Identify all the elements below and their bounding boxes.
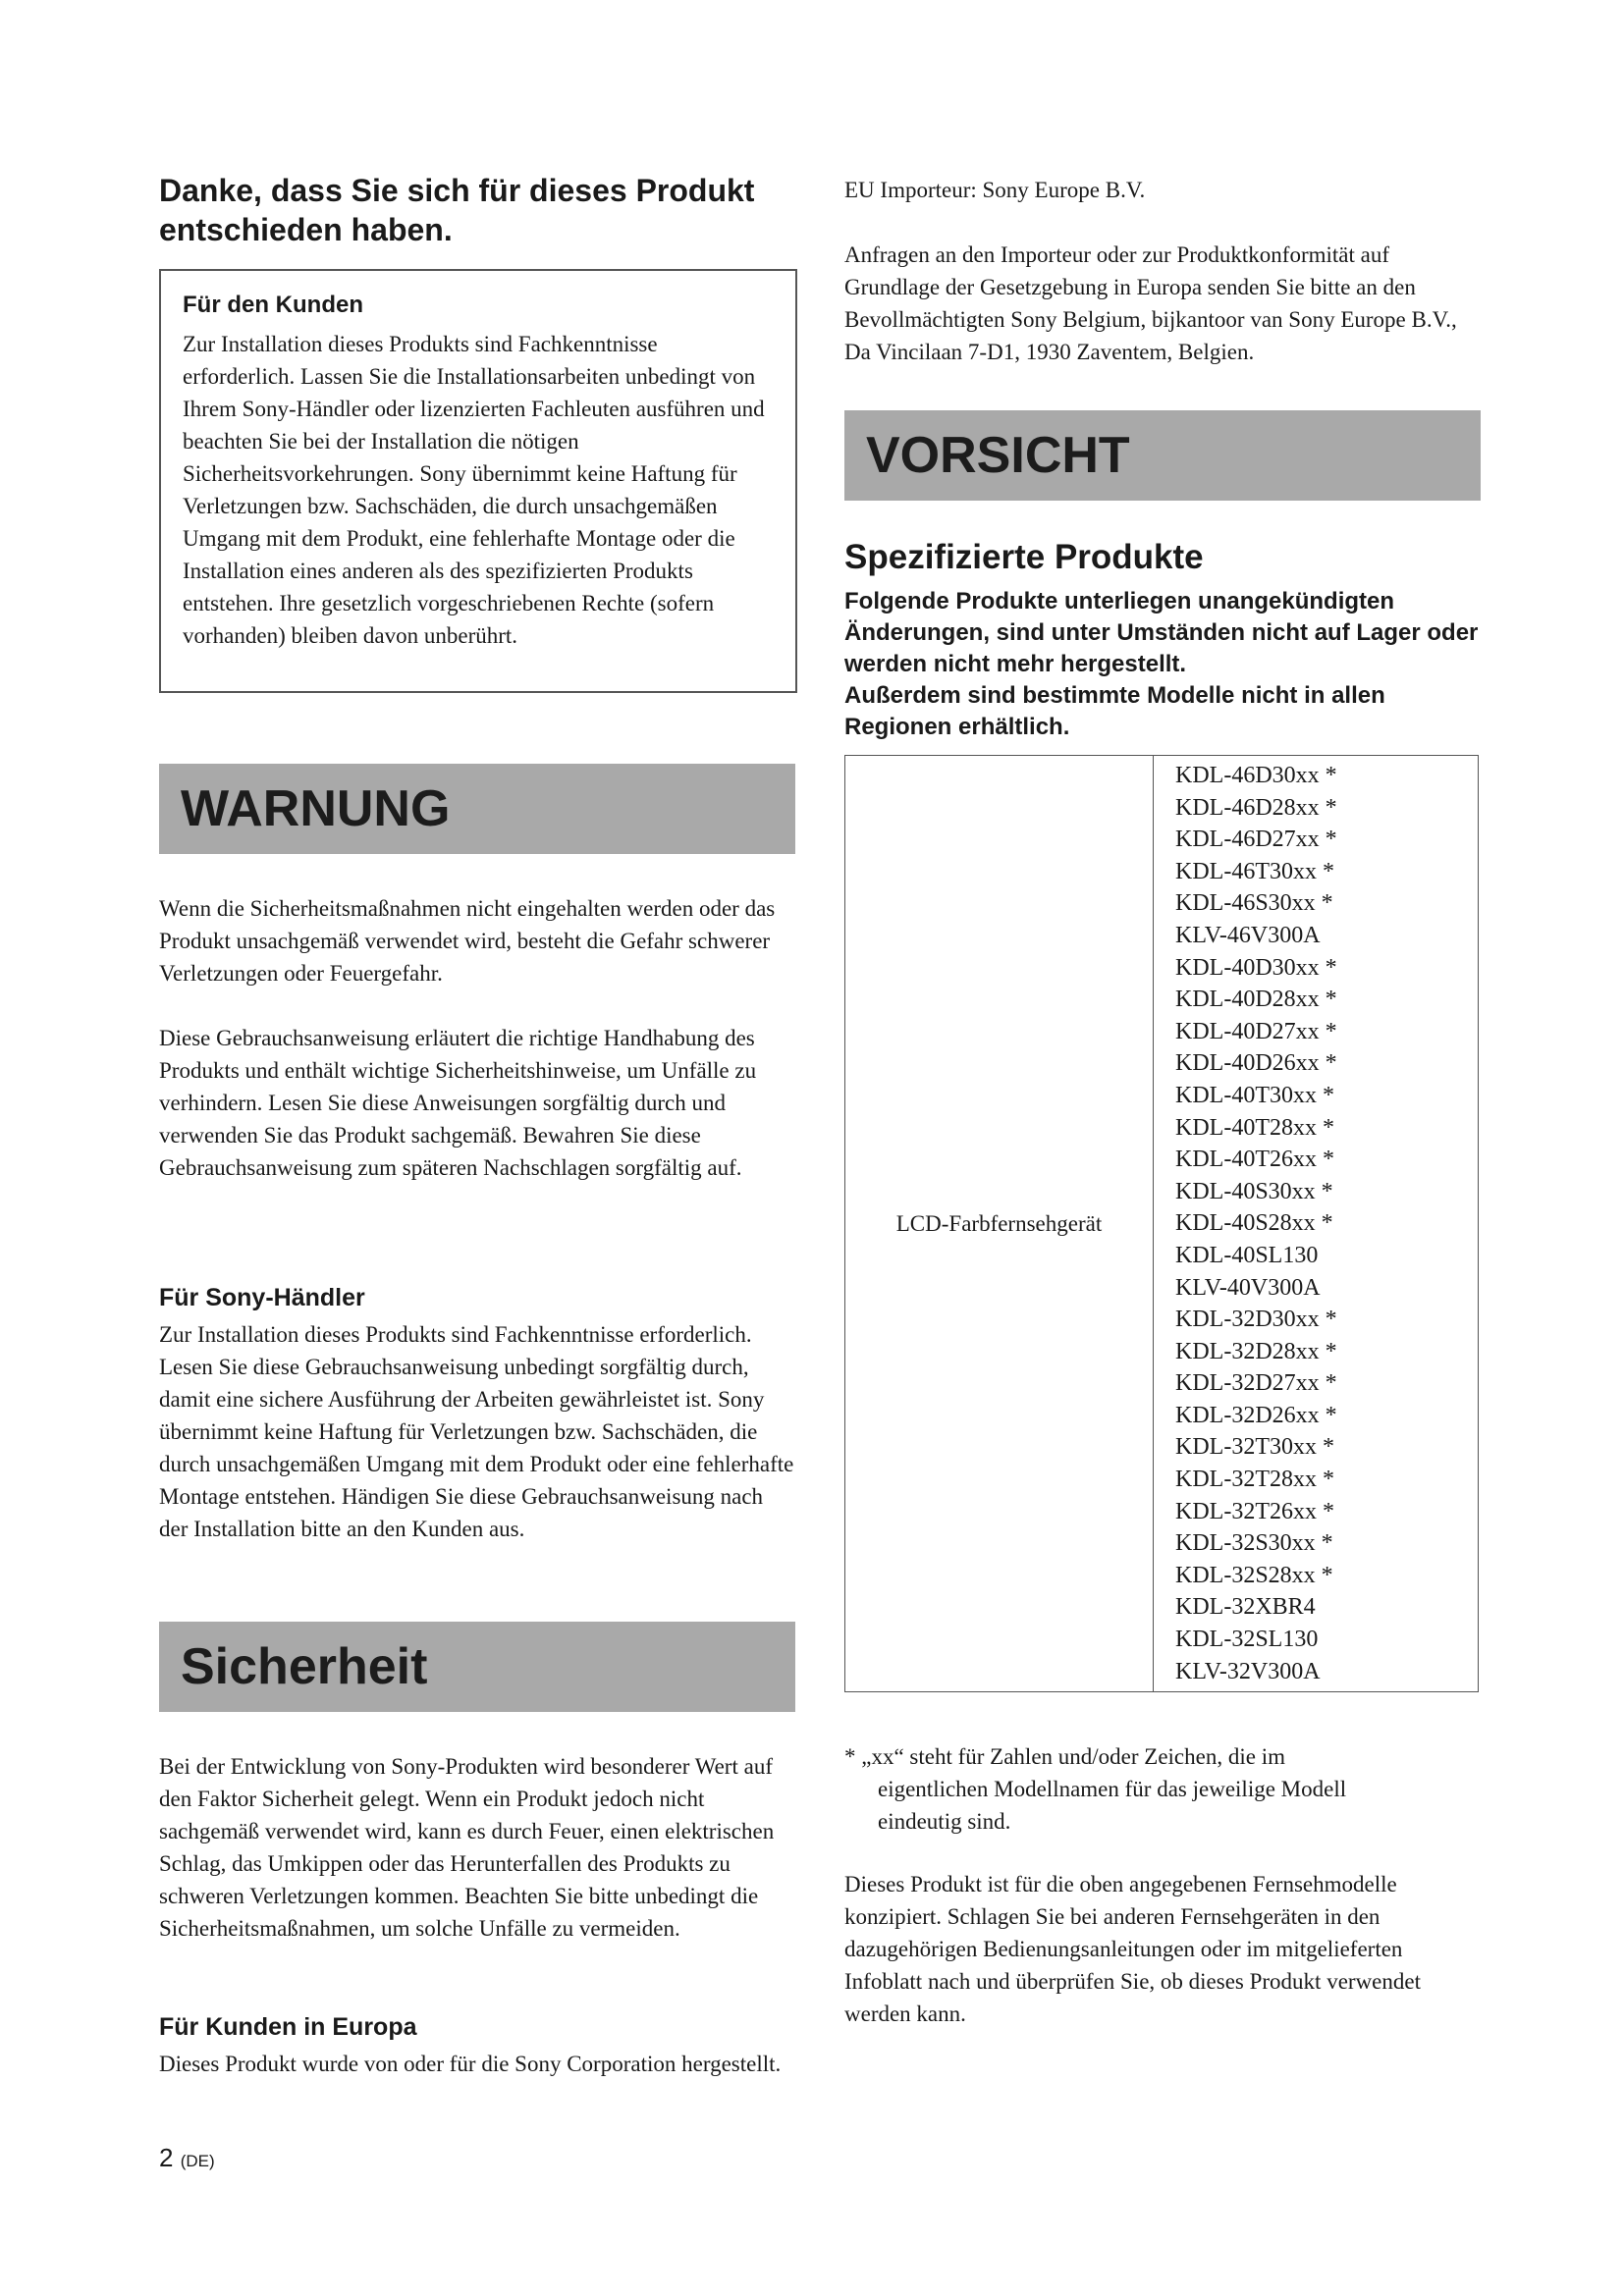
- sicherheit-banner: [159, 1622, 795, 1712]
- vorsicht-banner: [844, 410, 1481, 501]
- page-number: [159, 2143, 215, 2173]
- product-category-cell: LCD-Farbfernsehgerät: [845, 756, 1154, 1692]
- vorsicht-banner-title: VORSICHT: [866, 427, 1130, 484]
- warnung-paragraph-2: Diese Gebrauchsanweisung erläutert die richtige Handhabung des Produkts und enthält wichtige Sicherheitshinweise, um Unfälle zu verhindern. Lesen Sie diese Anweisungen sorgfältig durch und verwenden Sie das Produkt sachgemäß. Bewahren Sie diese Gebrauchsanweisung zum späteren Nachschlagen sorgfältig auf.: [159, 1026, 757, 1180]
- closing-paragraph: Dieses Produkt ist für die oben angegebenen Fernsehmodelle konzipiert. Schlagen Sie bei anderen Fernsehgeräten in den dazugehörigen Bedienungsanleitungen oder im mitgelieferten Infoblatt nach und überprüfen Sie, ob dieses Produkt verwendet werden kann.: [844, 1872, 1421, 2026]
- model-item: KDL-40T30xx *: [1175, 1082, 1334, 1108]
- model-item: KDL-46D28xx *: [1175, 794, 1337, 821]
- model-item: KDL-46D30xx *: [1175, 763, 1337, 788]
- footnote-line-2: eigentlichen Modellnamen für das jeweilige Modell: [878, 1777, 1347, 1801]
- europe-text: Dieses Produkt wurde von oder für die Sony Corporation hergestellt.: [159, 2052, 782, 2076]
- model-item: KDL-32D28xx *: [1175, 1338, 1337, 1364]
- customer-box-text: Zur Installation dieses Produkts sind Fachkenntnisse erforderlich. Lassen Sie die Installationsarbeiten unbedingt von Ihrem Sony-Händler oder lizenzierten Fachleuten ausführen und beachten Sie bei der Installation die nötigen Sicherheitsvorkehrungen. Sony übernimmt keine Haftung für Verletzungen bzw. Sachschäden, die durch unsachgemäßen Umgang mit dem Produkt, eine fehlerhafte Montage oder die Installation eines anderen als des spezifizierten Produkts entstehen. Ihre gesetzlich vorgeschriebenen Rechte (sofern vorhanden) bleiben davon unberührt.: [183, 332, 765, 648]
- specified-products-heading: Spezifizierte Produkte: [844, 538, 1204, 576]
- model-item: KDL-32D30xx *: [1175, 1307, 1337, 1333]
- page-title: Danke, dass Sie sich für dieses Produkt entschieden haben.: [159, 173, 755, 247]
- warnung-paragraph-1: Wenn die Sicherheitsmaßnahmen nicht eingehalten werden oder das Produkt unsachgemäß verwendet wird, besteht die Gefahr schwerer Verletzungen oder Feuergefahr.: [159, 896, 776, 986]
- model-item: KDL-40SL130: [1175, 1242, 1319, 1268]
- dealer-text: Zur Installation dieses Produkts sind Fachkenntnisse erforderlich. Lesen Sie diese Gebrauchsanweisung unbedingt sorgfältig durch, damit eine sichere Ausführung der Arbeiten gewährleistet ist. Sony übernimmt keine Haftung für Verletzungen bzw. Sachschäden, die durch unsachgemäßen Umgang mit dem Produkt oder eine fehlerhafte Montage entstehen. Händigen Sie diese Gebrauchsanweisung nach der Installation bitte an den Kunden aus.: [159, 1322, 794, 1541]
- footnote-line-1: * „xx“ steht für Zahlen und/oder Zeichen, die im: [844, 1744, 1285, 1769]
- model-item: KDL-32XBR4: [1175, 1594, 1316, 1621]
- model-item: KDL-32T28xx *: [1175, 1467, 1334, 1493]
- model-item: KLV-32V300A: [1175, 1658, 1321, 1684]
- model-item: KDL-40S28xx *: [1175, 1210, 1333, 1237]
- eu-importer: EU Importeur: Sony Europe B.V.: [844, 178, 1146, 202]
- model-table: [844, 755, 1479, 1692]
- importer-inquiries: Anfragen an den Importeur oder zur Produktkonformität auf Grundlage der Gesetzgebung in Europa senden Sie bitte an den Bevollmächtigten Sony Belgium, bijkantoor van Sony Europe B.V., Da Vincilaan 7-D1, 1930 Zaventem, Belgien.: [844, 242, 1457, 364]
- model-item: KDL-40S30xx *: [1175, 1178, 1333, 1204]
- model-item: KDL-46S30xx *: [1175, 890, 1333, 917]
- footnote-line-3: eindeutig sind.: [878, 1809, 1011, 1834]
- model-item: KDL-40T26xx *: [1175, 1147, 1334, 1173]
- model-item: KDL-32S28xx *: [1175, 1562, 1333, 1588]
- page-language: (DE): [180, 2152, 215, 2170]
- customer-notice-box: [159, 269, 797, 693]
- model-item: KLV-40V300A: [1175, 1274, 1321, 1301]
- model-item: KDL-32T26xx *: [1175, 1498, 1334, 1524]
- europe-heading: Für Kunden in Europa: [159, 2013, 417, 2041]
- model-footnote: [844, 1740, 1483, 1838]
- sicherheit-text: Bei der Entwicklung von Sony-Produkten wird besonderer Wert auf den Faktor Sicherheit gelegt. Wenn ein Produkt jedoch nicht sachgemäß verwendet wird, kann es durch Feuer, einen elektrischen Schlag, das Umkippen oder das Herunterfallen des Produkts zu schweren Verletzungen kommen. Beachten Sie bitte unbedingt die Sicherheitsmaßnahmen, um solche Unfälle zu vermeiden.: [159, 1754, 775, 1941]
- specified-products-note-2: Außerdem sind bestimmte Modelle nicht in allen Regionen erhältlich.: [844, 682, 1385, 740]
- customer-box-heading: Für den Kunden: [183, 292, 363, 318]
- model-item: KLV-46V300A: [1175, 922, 1321, 948]
- model-item: KDL-32SL130: [1175, 1627, 1319, 1653]
- model-item: KDL-40D26xx *: [1175, 1050, 1337, 1077]
- model-item: KDL-32D26xx *: [1175, 1402, 1337, 1428]
- model-item: KDL-46T30xx *: [1175, 858, 1334, 884]
- specified-products-note-1: Folgende Produkte unterliegen unangekündigten Änderungen, sind unter Umständen nicht auf Lager oder werden nicht mehr hergestellt.: [844, 588, 1479, 677]
- warnung-banner-title: WARNUNG: [181, 780, 451, 837]
- model-item: KDL-46D27xx *: [1175, 827, 1337, 853]
- model-item: KDL-32D27xx *: [1175, 1370, 1337, 1397]
- sicherheit-banner-title: Sicherheit: [181, 1638, 428, 1695]
- model-item: KDL-40D30xx *: [1175, 954, 1337, 981]
- table-row: [845, 756, 1479, 1692]
- dealer-heading: Für Sony-Händler: [159, 1284, 365, 1311]
- warnung-banner: [159, 764, 795, 854]
- model-item: KDL-40T28xx *: [1175, 1114, 1334, 1141]
- model-item: KDL-40D27xx *: [1175, 1018, 1337, 1044]
- model-item: KDL-40D28xx *: [1175, 987, 1337, 1013]
- page-number-value: 2: [159, 2143, 174, 2172]
- model-item: KDL-32S30xx *: [1175, 1530, 1333, 1557]
- model-list-cell: [1154, 756, 1479, 1692]
- model-item: KDL-32T30xx *: [1175, 1434, 1334, 1461]
